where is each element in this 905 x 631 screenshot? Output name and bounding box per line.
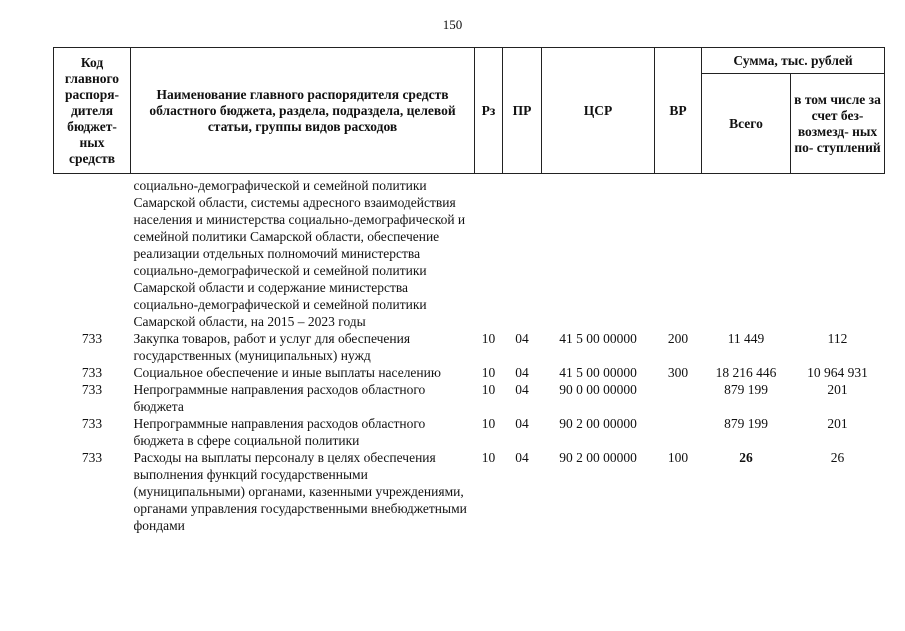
header-total: Всего: [702, 74, 791, 174]
cell-name: Непрограммные направления расходов областного бюджета: [133, 382, 426, 414]
continuation-text: социально-демографической и семейной политики Самарской области, системы адресного взаимодействия населения и министерства социально-демографической и семейной политики Самарской области, обеспечение реализации отдельных полномочий министерства социально-демографической и семейной политики Самарской области и содержание министерства социально-демографической и семейной политики Самарской области, на 2015 – 2023 годы: [133, 178, 466, 329]
cell-csr: 41 5 00 00000: [559, 365, 637, 380]
cell-vr: [655, 381, 702, 415]
cell-pr: 04: [515, 382, 529, 397]
cell-rz: 10: [481, 365, 496, 380]
page-number: 150: [442, 17, 463, 32]
header-code: Код главного распоря- дителя бюджет- ных средств: [54, 48, 131, 174]
table-row: [54, 449, 885, 534]
cell-csr: 90 2 00 00000: [559, 450, 637, 465]
cell-code: 733: [81, 382, 103, 397]
header-incl: в том числе за счет без- возмезд- ных по- ступлений: [791, 74, 885, 174]
cell-name: Закупка товаров, работ и услуг для обеспечения государственных (муниципальных) нужд: [133, 331, 411, 363]
table-row: [54, 364, 885, 381]
cell-incl: 201: [827, 416, 848, 431]
cell-csr: 41 5 00 00000: [559, 331, 637, 346]
cell-name: Непрограммные направления расходов областного бюджета в сфере социальной политики: [133, 416, 426, 448]
cell-pr: 04: [515, 331, 529, 346]
cell-code: 733: [81, 331, 103, 346]
cell-csr: 90 0 00 00000: [559, 382, 637, 397]
table-body: [54, 174, 885, 535]
table-row: [54, 330, 885, 364]
header-sum: Сумма, тыс. рублей: [702, 48, 885, 74]
cell-code: 733: [81, 416, 103, 431]
header-vr: ВР: [655, 48, 702, 174]
header-rz: Рз: [475, 48, 503, 174]
cell-incl: 26: [830, 450, 845, 465]
cell-rz: 10: [481, 331, 496, 346]
cell-total: 879 199: [724, 416, 768, 431]
cell-incl: 112: [827, 331, 848, 346]
cell-code: 733: [81, 450, 103, 465]
header-pr: ПР: [503, 48, 542, 174]
cell-pr: 04: [515, 365, 529, 380]
cell-vr: 300: [667, 365, 689, 380]
cell-total: 26: [739, 450, 753, 465]
header-name: Наименование главного распорядителя средств областного бюджета, раздела, подраздела, целевой статьи, группы видов расходов: [131, 48, 475, 174]
cell-pr: 04: [515, 450, 529, 465]
table-row: [54, 415, 885, 449]
table-header: [54, 48, 885, 174]
cell-total: 18 216 446: [715, 365, 777, 380]
budget-table: [53, 47, 885, 534]
cell-rz: 10: [481, 382, 496, 397]
table-row: [54, 381, 885, 415]
cell-name: Расходы на выплаты персоналу в целях обеспечения выполнения функций государственными (муниципальными) органами, казенными учреждениями, органами управления государственными внебюджетными фондами: [133, 450, 467, 533]
cell-rz: 10: [481, 416, 496, 431]
cell-vr: 200: [667, 331, 689, 346]
cell-total: 11 449: [727, 331, 765, 346]
cell-pr: 04: [515, 416, 529, 431]
cell-rz: 10: [481, 450, 496, 465]
cell-vr: [655, 415, 702, 449]
cell-vr: 100: [667, 450, 689, 465]
header-csr: ЦСР: [542, 48, 655, 174]
cell-incl: 201: [827, 382, 848, 397]
cell-csr: 90 2 00 00000: [559, 416, 637, 431]
cell-incl: 10 964 931: [807, 365, 868, 380]
cell-code: 733: [81, 365, 103, 380]
table-row-continuation: [54, 174, 885, 331]
cell-name: Социальное обеспечение и иные выплаты населению: [133, 365, 441, 380]
cell-total: 879 199: [724, 382, 768, 397]
